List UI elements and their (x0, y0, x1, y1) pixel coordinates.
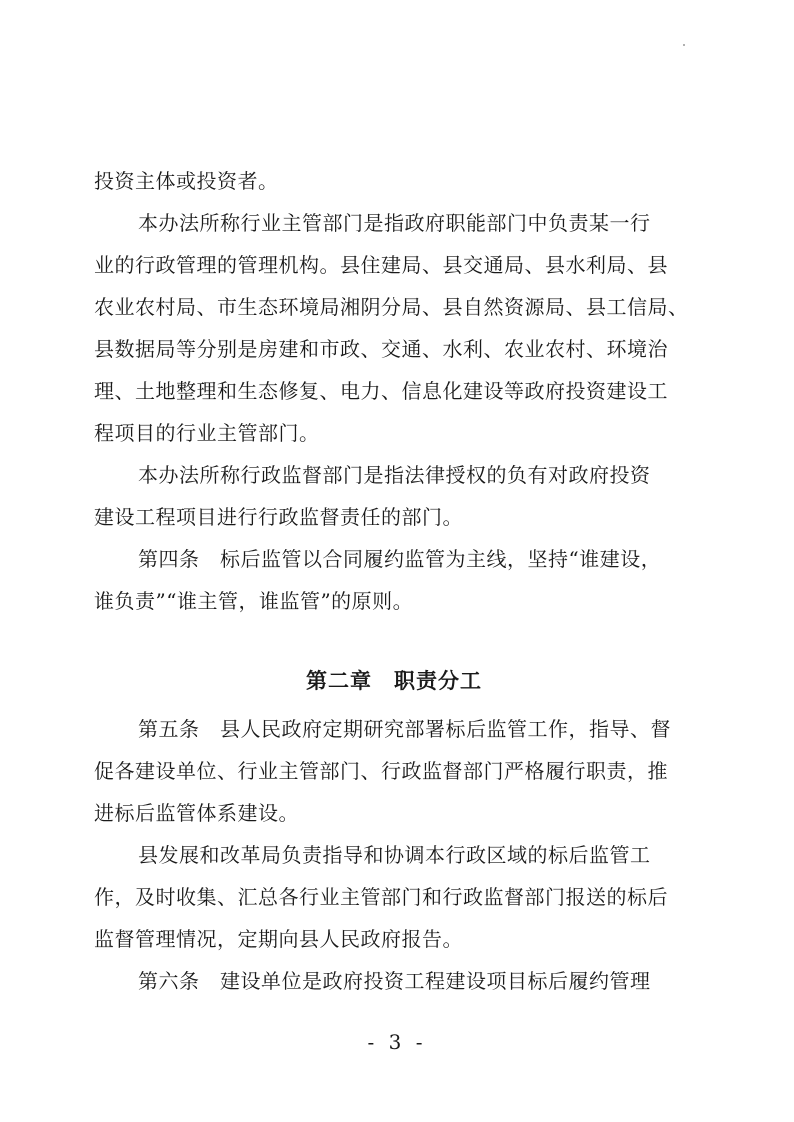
page-number: - 3 - (367, 1030, 427, 1054)
text-line-8: 本办法所称行政监督部门是指法律授权的负有对政府投资 (138, 463, 651, 487)
text-line-6: 理、土地整理和生态修复、电力、信息化建设等政府投资建设工 (94, 379, 668, 403)
text-line-5: 县数据局等分别是房建和市政、交通、水利、农业农村、环境治 (94, 337, 668, 361)
article-6-line-1: 第六条 建设单位是政府投资工程建设项目标后履约管理 (138, 969, 651, 993)
article-5-line-3: 进标后监管体系建设。 (94, 801, 299, 825)
scan-speck (683, 44, 685, 46)
article-4-line-2: 谁负责”“谁主管，谁监管”的原则。 (94, 589, 414, 613)
chapter-title: 第二章 职责分工 (306, 669, 482, 693)
text-line-9: 建设工程项目进行行政监督责任的部门。 (94, 505, 463, 529)
text-line-4: 农业农村局、市生态环境局湘阴分局、县自然资源局、县工信局、 (94, 295, 689, 319)
document-body (94, 160, 694, 1002)
article-4-line-1: 第四条 标后监管以合同履约监管为主线，坚持“谁建设， (138, 547, 662, 571)
text-line-3: 业的行政管理的管理机构。县住建局、县交通局、县水利局、县 (94, 253, 668, 277)
ndrc-line-2: 作，及时收集、汇总各行业主管部门和行政监督部门报送的标后 (94, 885, 668, 909)
text-line-7: 程项目的行业主管部门。 (94, 421, 320, 445)
text-line-1: 投资主体或投资者。 (94, 169, 279, 193)
spacer (94, 622, 694, 644)
ndrc-line-3: 监督管理情况，定期向县人民政府报告。 (94, 927, 463, 951)
article-5-line-1: 第五条 县人民政府定期研究部署标后监管工作，指导、督 (138, 717, 671, 741)
text-line-2: 本办法所称行业主管部门是指政府职能部门中负责某一行 (138, 211, 651, 235)
article-5-line-2: 促各建设单位、行业主管部门、行政监督部门严格履行职责，推 (94, 759, 668, 783)
ndrc-line-1: 县发展和改革局负责指导和协调本行政区域的标后监管工 (138, 843, 651, 867)
